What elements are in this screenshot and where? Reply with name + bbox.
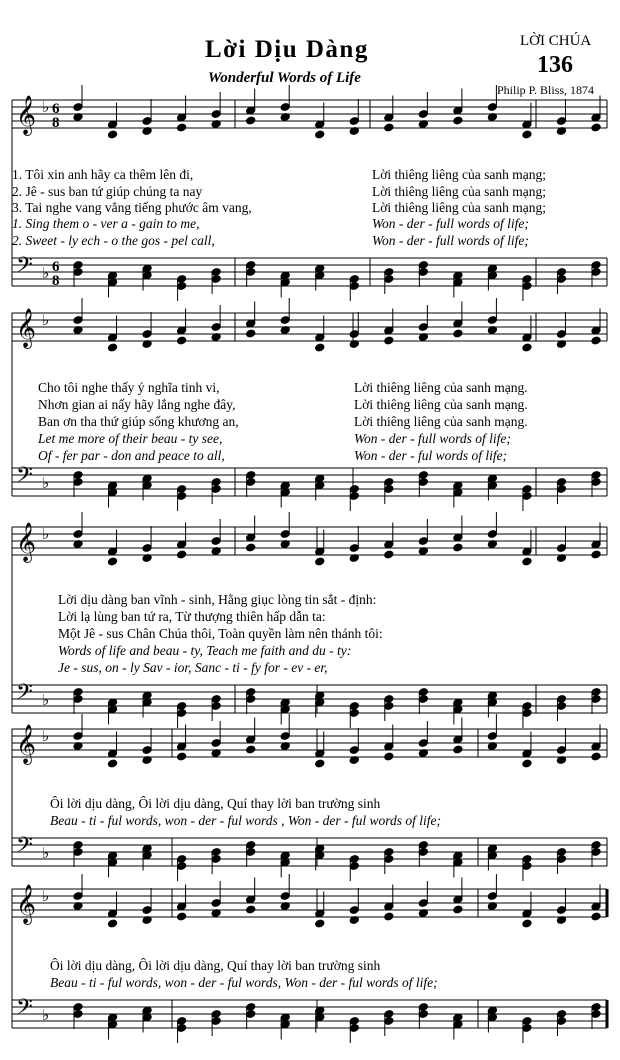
notehead	[522, 557, 532, 566]
notehead	[591, 336, 601, 345]
notehead	[107, 343, 117, 352]
bass-clef: 𝄢	[16, 253, 33, 283]
composer-credit: Philip P. Bliss, 1874	[497, 83, 595, 97]
notehead	[176, 752, 186, 761]
treble-clef: 𝄞	[16, 95, 37, 135]
lyric-s1-r4: Won - der - full words of life;	[372, 216, 529, 231]
notehead	[522, 343, 532, 352]
time-signature-bottom: 8	[52, 273, 60, 289]
flat-sign: ♭	[42, 98, 50, 116]
notehead	[384, 912, 394, 921]
lyric-s3-l2: Lời lạ lùng ban tứ ra, Từ thượng thiên hấp dẫn ta:	[58, 609, 326, 624]
notehead	[176, 123, 186, 132]
notehead	[315, 919, 325, 928]
notehead	[246, 745, 256, 754]
notehead	[384, 336, 394, 345]
hymn-number: 136	[537, 52, 573, 78]
notehead	[107, 919, 117, 928]
notehead	[591, 912, 601, 921]
notehead	[315, 557, 325, 566]
time-signature-top: 6	[52, 101, 60, 117]
lyric-s5-l1: Ôi lời dịu dàng, Ôi lời dịu dàng, Quí thay lời ban trường sinh	[50, 958, 381, 973]
notehead	[246, 116, 256, 125]
lyric-s2-r5: Won - der - ful words of life;	[354, 448, 508, 463]
lyric-s1-l3: 3. Tai nghe vang vẳng tiếng phước âm vang,	[12, 200, 252, 215]
notehead	[246, 329, 256, 338]
notehead	[107, 557, 117, 566]
notehead	[453, 116, 463, 125]
flat-sign: ♭	[42, 474, 50, 492]
notehead	[453, 745, 463, 754]
notehead	[176, 550, 186, 559]
bass-clef: 𝄢	[16, 463, 33, 493]
notehead	[522, 130, 532, 139]
flat-sign: ♭	[42, 727, 50, 745]
notehead	[315, 343, 325, 352]
notehead	[591, 752, 601, 761]
notehead	[522, 759, 532, 768]
notehead	[107, 759, 117, 768]
lyric-s2-l1: Cho tôi nghe thấy ý nghĩa tinh vi,	[38, 380, 220, 395]
lyric-s5-l2: Beau - ti - ful words, won - der - ful words, Won - der - ful words of life;	[50, 975, 438, 990]
notehead	[384, 550, 394, 559]
lyric-s2-r1: Lời thiêng liêng của sanh mạng.	[354, 380, 528, 395]
lyric-s3-l4: Words of life and beau - ty, Teach me faith and du - ty:	[58, 643, 352, 658]
treble-clef: 𝄞	[16, 308, 37, 348]
flat-sign: ♭	[42, 1006, 50, 1024]
hymn-title: Lời Dịu Dàng	[205, 36, 369, 63]
treble-clef: 𝄞	[16, 724, 37, 764]
lyric-s1-r3: Lời thiêng liêng của sanh mạng;	[372, 200, 546, 215]
bass-clef: 𝄢	[16, 995, 33, 1025]
lyric-s3-l5: Je - sus, on - ly Sav - ior, Sanc - ti - fy for - ev - er,	[58, 660, 328, 675]
time-signature-top: 6	[52, 259, 60, 275]
bass-clef: 𝄢	[16, 680, 33, 710]
lyric-s1-l1: 1. Tôi xin anh hãy ca thêm lên đi,	[12, 167, 194, 182]
notehead	[591, 123, 601, 132]
lyric-s2-r3: Lời thiêng liêng của sanh mạng.	[354, 414, 528, 429]
notehead	[453, 543, 463, 552]
lyric-s2-l4: Let me more of their beau - ty see,	[38, 431, 223, 446]
lyric-s2-l5: Of - fer par - don and peace to all,	[38, 448, 225, 463]
notehead	[453, 329, 463, 338]
flat-sign: ♭	[42, 691, 50, 709]
lyric-s2-r2: Lời thiêng liêng của sanh mạng.	[354, 397, 528, 412]
lyric-s1-r5: Won - der - full words of life;	[372, 233, 529, 248]
lyric-s1-r2: Lời thiêng liêng của sanh mạng;	[372, 184, 546, 199]
flat-sign: ♭	[42, 264, 50, 282]
section-label: LỜI CHÚA	[520, 33, 592, 49]
flat-sign: ♭	[42, 887, 50, 905]
treble-clef: 𝄞	[16, 522, 37, 562]
hymn-subtitle: Wonderful Words of Life	[208, 70, 361, 86]
lyric-s2-l3: Ban ơn tha thứ giúp sống khương an,	[38, 414, 239, 429]
notehead	[522, 919, 532, 928]
flat-sign: ♭	[42, 311, 50, 329]
flat-sign: ♭	[42, 844, 50, 862]
notehead	[176, 912, 186, 921]
lyric-s2-r4: Won - der - full words of life;	[354, 431, 511, 446]
lyric-s1-l5: 2. Sweet - ly ech - o the gos - pel call,	[12, 233, 215, 248]
notehead	[107, 130, 117, 139]
lyric-s3-l1: Lời dịu dàng ban vĩnh - sinh, Hằng giục lòng tin sắt - định:	[58, 592, 377, 607]
bass-clef: 𝄢	[16, 833, 33, 863]
notehead	[384, 123, 394, 132]
lyric-s1-l4: 1. Sing them o - ver a - gain to me,	[12, 216, 200, 231]
time-signature-bottom: 8	[52, 115, 60, 131]
lyric-s4-l1: Ôi lời dịu dàng, Ôi lời dịu dàng, Quí thay lời ban trường sinh	[50, 796, 381, 811]
lyric-s1-r1: Lời thiêng liêng của sanh mạng;	[372, 167, 546, 182]
notehead	[453, 905, 463, 914]
notehead	[315, 759, 325, 768]
lyric-s1-l2: 2. Jê - sus ban tứ giúp chúng ta nay	[12, 184, 203, 199]
notehead	[591, 550, 601, 559]
flat-sign: ♭	[42, 525, 50, 543]
notehead	[176, 336, 186, 345]
lyric-s2-l2: Nhơn gian ai nấy hãy lắng nghe đây,	[38, 397, 236, 412]
notehead	[246, 905, 256, 914]
notehead	[315, 130, 325, 139]
treble-clef: 𝄞	[16, 884, 37, 924]
lyric-s4-l2: Beau - ti - ful words, won - der - ful words , Won - der - ful words of life;	[50, 813, 441, 828]
notehead	[246, 543, 256, 552]
notehead	[384, 752, 394, 761]
lyric-s3-l3: Một Jê - sus Chân Chúa thôi, Toàn quyền làm nên thánh tôi:	[58, 626, 383, 641]
